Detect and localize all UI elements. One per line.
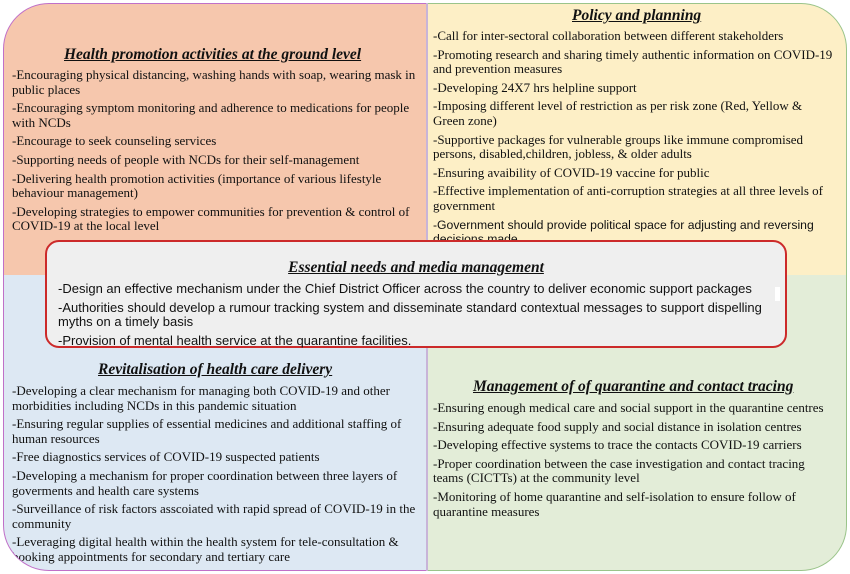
essential-needs-title: Essential needs and media management [288, 259, 544, 276]
revitalisation-list [12, 384, 422, 569]
list-item: -Government should provide political space for adjusting and reversing [433, 217, 814, 232]
health-promotion-title: Health promotion activities at the ground level [64, 46, 362, 63]
list-item: -Free diagnostics services of COVID-19 suspected patients [12, 449, 320, 465]
list-item: -Authorities should develop a rumour tracking system and disseminate standard contextual messages to support dispelling myths on a timely basis [58, 299, 762, 330]
list-item: -Encouraging physical distancing, washing hands with soap, wearing mask in public places [12, 67, 416, 97]
list-item: -Developing a clear mechanism for managing both COVID-19 and other morbidities including NCDs in this pandemic situation [12, 383, 390, 413]
health-promotion-list [12, 68, 422, 238]
list-item: -Call for inter-sectoral collaboration between different stakeholders [433, 28, 784, 43]
policy-planning-panel [427, 3, 847, 275]
list-item: -Provision of mental health service at the quarantine facilities. [58, 332, 412, 348]
essential-needs-panel [45, 240, 787, 348]
revitalisation-title: Revitalisation of health care delivery [98, 361, 333, 378]
list-item: -Imposing different level of restriction as per risk zone (Red, Yellow & Green zone) [433, 98, 803, 128]
list-item: -Ensuring regular supplies of essential medicines and additional staffing of human resources [12, 416, 402, 446]
policy-planning-title: Policy and planning [572, 7, 702, 24]
list-item: -Effective implementation of anti-corruption strategies at all three levels of government [433, 183, 823, 213]
list-item: -Developing effective systems to trace the contacts COVID-19 carriers [433, 437, 802, 453]
list-item: -Ensuring avaibility of COVID-19 vaccine for public [433, 164, 710, 180]
list-item: -Encourage to seek counseling services [12, 133, 217, 149]
list-item: -Developing strategies to empower communities for prevention & control of COVID-19 at the local level [12, 203, 410, 234]
list-item: -Encouraging symptom monitoring and adherence to medications for people with NCDs [12, 100, 410, 130]
list-item: -Design an effective mechanism under the Chief District Officer across the country to deliver economic support packages [58, 281, 752, 296]
list-item: -Supportive packages for vulnerable groups like immune compromised persons, disabled,children, jobless, & older adults [433, 131, 804, 162]
list-item: -Monitoring of home quarantine and self-isolation to ensure follow of quarantine measures [433, 488, 796, 519]
list-item: -Proper coordination between the case investigation and contact tracing teams (CICTTs) at the community level [433, 455, 805, 486]
list-item: -Delivering health promotion activities (importance of various lifestyle behaviour management) [12, 170, 382, 201]
list-item: -Leveraging digital health within the health system for tele-consultation & booking appointments for secondary and tertiary care [12, 534, 399, 564]
list-item: -Surveillance of risk factors asscoiated with rapid spread of COVID-19 in the community [12, 501, 416, 531]
quarantine-list [433, 401, 837, 523]
list-item: -Supporting needs of people with NCDs for their self-management [12, 151, 360, 167]
white-marker [775, 287, 780, 301]
quarantine-title: Management of of quarantine and contact tracing [473, 378, 794, 395]
health-promotion-panel [3, 3, 427, 275]
list-item: -Developing 24X7 hrs helpline support [433, 79, 637, 95]
list-item: -Promoting research and sharing timely authentic information on COVID-19 and prevention measures [433, 46, 833, 77]
list-item: -Ensuring adequate food supply and social distance in isolation centres [433, 418, 802, 434]
list-item: -Developing a mechanism for proper coordination between three layers of goverments and health care systems [12, 467, 398, 498]
list-item: -Ensuring enough medical care and social support in the quarantine centres [433, 400, 824, 415]
essential-needs-list [58, 282, 778, 352]
policy-planning-list [433, 29, 837, 251]
